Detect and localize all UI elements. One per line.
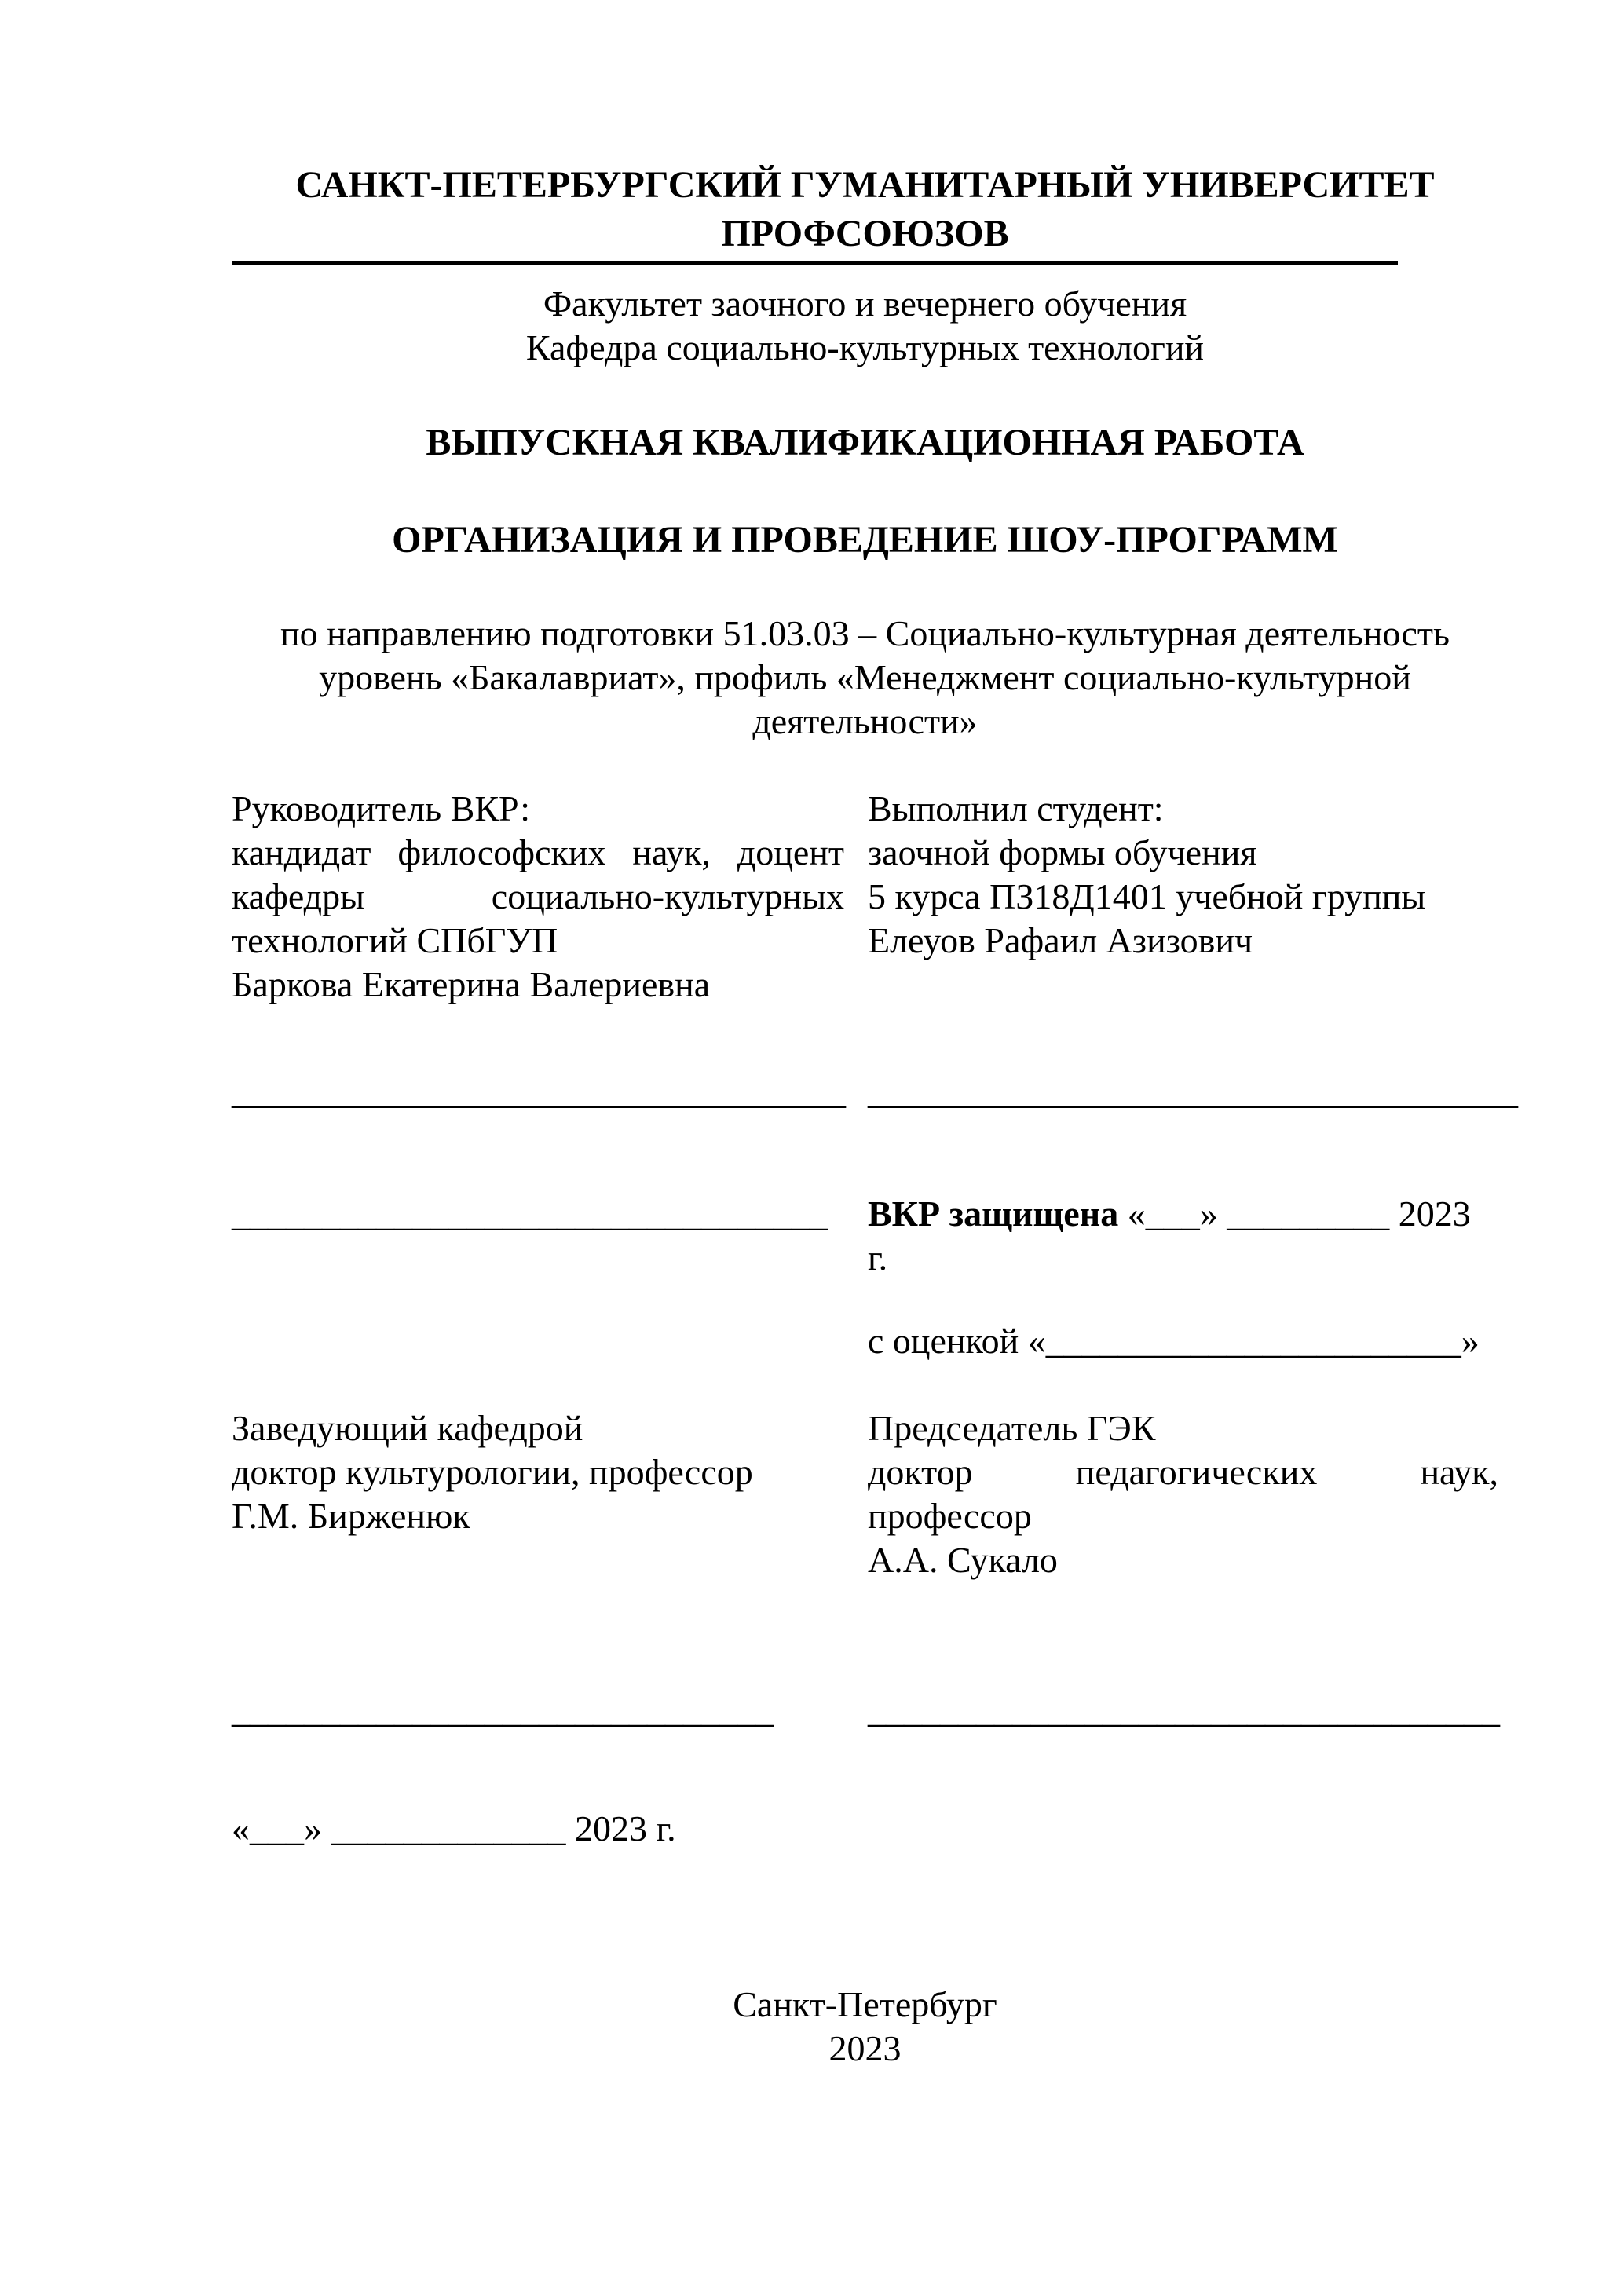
- program-line-1: по направлению подготовки 51.03.03 – Социально-культурная деятельность: [280, 613, 1450, 653]
- defense-status-label: ВКР защищена: [868, 1194, 1119, 1234]
- defense-row: [232, 1192, 1498, 1280]
- program-description: [232, 612, 1498, 744]
- head-of-department-date-line: «___» _____________ 2023 г.: [232, 1808, 676, 1848]
- supervisor-description-line2: кафедры социально-культурных: [232, 876, 844, 916]
- grade-line: с оценкой «_______________________»: [868, 1321, 1480, 1361]
- supervisor-name: Баркова Екатерина Валериевна: [232, 964, 711, 1004]
- head-of-department-signature-line: ______________________________: [232, 1690, 774, 1730]
- university-name-line1: САНКТ-ПЕТЕРБУРГСКИЙ ГУМАНИТАРНЫЙ УНИВЕРСИТЕТ: [295, 164, 1435, 206]
- student-line-1: заочной формы обучения: [868, 832, 1257, 872]
- defense-status-line: [868, 1192, 1498, 1280]
- supervisor-signature-line: __________________________________: [232, 1071, 846, 1111]
- signature-row-1: [232, 1069, 1518, 1113]
- head-of-department-name: Г.М. Бирженюк: [232, 1496, 470, 1536]
- student-block: [868, 787, 1498, 963]
- head-of-department-block: [232, 1406, 844, 1538]
- defense-status-blanks: «___» _________ 2023 г.: [868, 1194, 1471, 1278]
- university-name: [232, 161, 1498, 258]
- officials-section: [232, 1406, 1498, 1582]
- grade-row: [232, 1319, 1498, 1363]
- student-signature-line: ____________________________________: [868, 1071, 1518, 1111]
- footer-year: 2023: [828, 2028, 902, 2068]
- university-name-line2: ПРОФСОЮЗОВ: [721, 213, 1009, 254]
- footer-block: [232, 1983, 1498, 2071]
- gek-chair-degree-line1: доктор педагогических наук,: [868, 1452, 1498, 1492]
- work-type-heading: ВЫПУСКНАЯ КВАЛИФИКАЦИОННАЯ РАБОТА: [426, 422, 1304, 463]
- supervisor-label: Руководитель ВКР:: [232, 788, 531, 828]
- program-line-2: уровень «Бакалавриат», профиль «Менеджмент социально-культурной: [319, 657, 1411, 697]
- signature-row-2: [232, 1688, 1498, 1732]
- header-rule: [232, 261, 1398, 265]
- head-of-department-degree: доктор культурологии, профессор: [232, 1452, 753, 1492]
- supervisor-description-line3: технологий СПбГУП: [232, 920, 558, 960]
- supervisor-description-line1: кандидат философских наук, доцент: [232, 832, 844, 872]
- people-section: [232, 787, 1498, 1007]
- defense-left-signature-line: _________________________________: [232, 1194, 828, 1234]
- head-of-department-title: Заведующий кафедрой: [232, 1408, 583, 1448]
- footer-city: Санкт-Петербург: [733, 1984, 997, 2024]
- student-name: Елеуов Рафаил Азизович: [868, 920, 1253, 960]
- gek-chair-name: А.А. Сукало: [868, 1540, 1058, 1580]
- date-row: [232, 1807, 1498, 1851]
- gek-chair-signature-line: ___________________________________: [868, 1690, 1500, 1730]
- faculty-line: Факультет заочного и вечернего обучения: [543, 283, 1187, 324]
- gek-chair-degree-line2: профессор: [868, 1496, 1032, 1536]
- department-line: Кафедра социально-культурных технологий: [525, 327, 1205, 367]
- thesis-title: ОРГАНИЗАЦИЯ И ПРОВЕДЕНИЕ ШОУ-ПРОГРАММ: [392, 519, 1338, 561]
- supervisor-block: [232, 787, 844, 1007]
- student-line-2: 5 курса ПЗ18Д1401 учебной группы: [868, 876, 1426, 916]
- program-line-3: деятельности»: [752, 701, 978, 741]
- gek-chair-block: [868, 1406, 1498, 1582]
- gek-chair-title: Председатель ГЭК: [868, 1408, 1156, 1448]
- student-label: Выполнил студент:: [868, 788, 1164, 828]
